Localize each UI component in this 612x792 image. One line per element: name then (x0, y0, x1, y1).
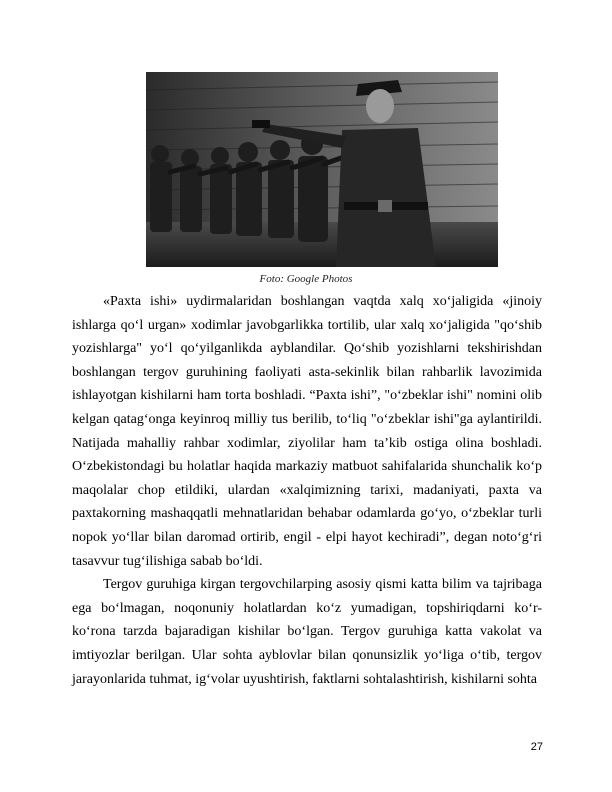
body-text (72, 290, 542, 691)
historical-photo (146, 72, 498, 267)
photo-illustration (146, 72, 498, 267)
paragraph: «Paxta ishi» uydirmalaridan boshlangan vaqtda xalq xo‘jaligida «jinoiy ishlarga qo‘l urgan» xodimlar javobgarlikka tortilib, ular xalq xo‘jaligida "qo‘shib yozishlarga" yo‘l qo‘yilganlikda ayblandilar. Qo‘shib yozishlarni tekshirishdan boshlangan tergov guruhining faoliyati asta-sekinlik bilan rahbarlik lavozimida ishlayotgan kishilarni ham torta boshladi. “Paxta ishi”, "o‘zbeklar ishi" nomini olib kelgan qatag‘onga keyinroq milliy tus berilib, to‘liq "o‘zbeklar ishi"ga aylantirildi. Natijada mahalliy rahbar xodimlar, ziyolilar ham ta’kib ostiga olina boshladi. O‘zbekistondagi bu holatlar haqida markaziy matbuot sahifalarida shunchalik ko‘p maqolalar chop etildiki, ulardan «xalqimizning tarixi, madaniyati, paxta va paxtakorning mashaqqatli mehnatlaridan behabar odamlarda go‘yo, o‘zbeklar turli nopok yo‘llar bilan daromad ortirib, engil - elpi hayot kechiradi”, degan noto‘g‘ri tasavvur tug‘ilishiga sabab bo‘ldi. (72, 294, 542, 569)
paragraph: Tergov guruhiga kirgan tergovchilarping asosiy qismi katta bilim va tajribaga ega bo‘lmagan, noqonuniy holatlardan ko‘z yumadigan, topshiriqdarni ko‘r-ko‘rona tarzda bajaradigan kishilar bo‘lgan. Tergov guruhiga katta vakolat va imtiyozlar berilgan. Ular sohta ayblovlar bilan qonunsizlik yo‘liga o‘tib, tergov jarayonlarida tuhmat, ig‘volar uyushtirish, faktlarni sohtalashtirish, kishilarni sohta (72, 577, 542, 687)
photo-caption: Foto: Google Photos (259, 273, 353, 285)
page-number: 27 (530, 741, 543, 753)
